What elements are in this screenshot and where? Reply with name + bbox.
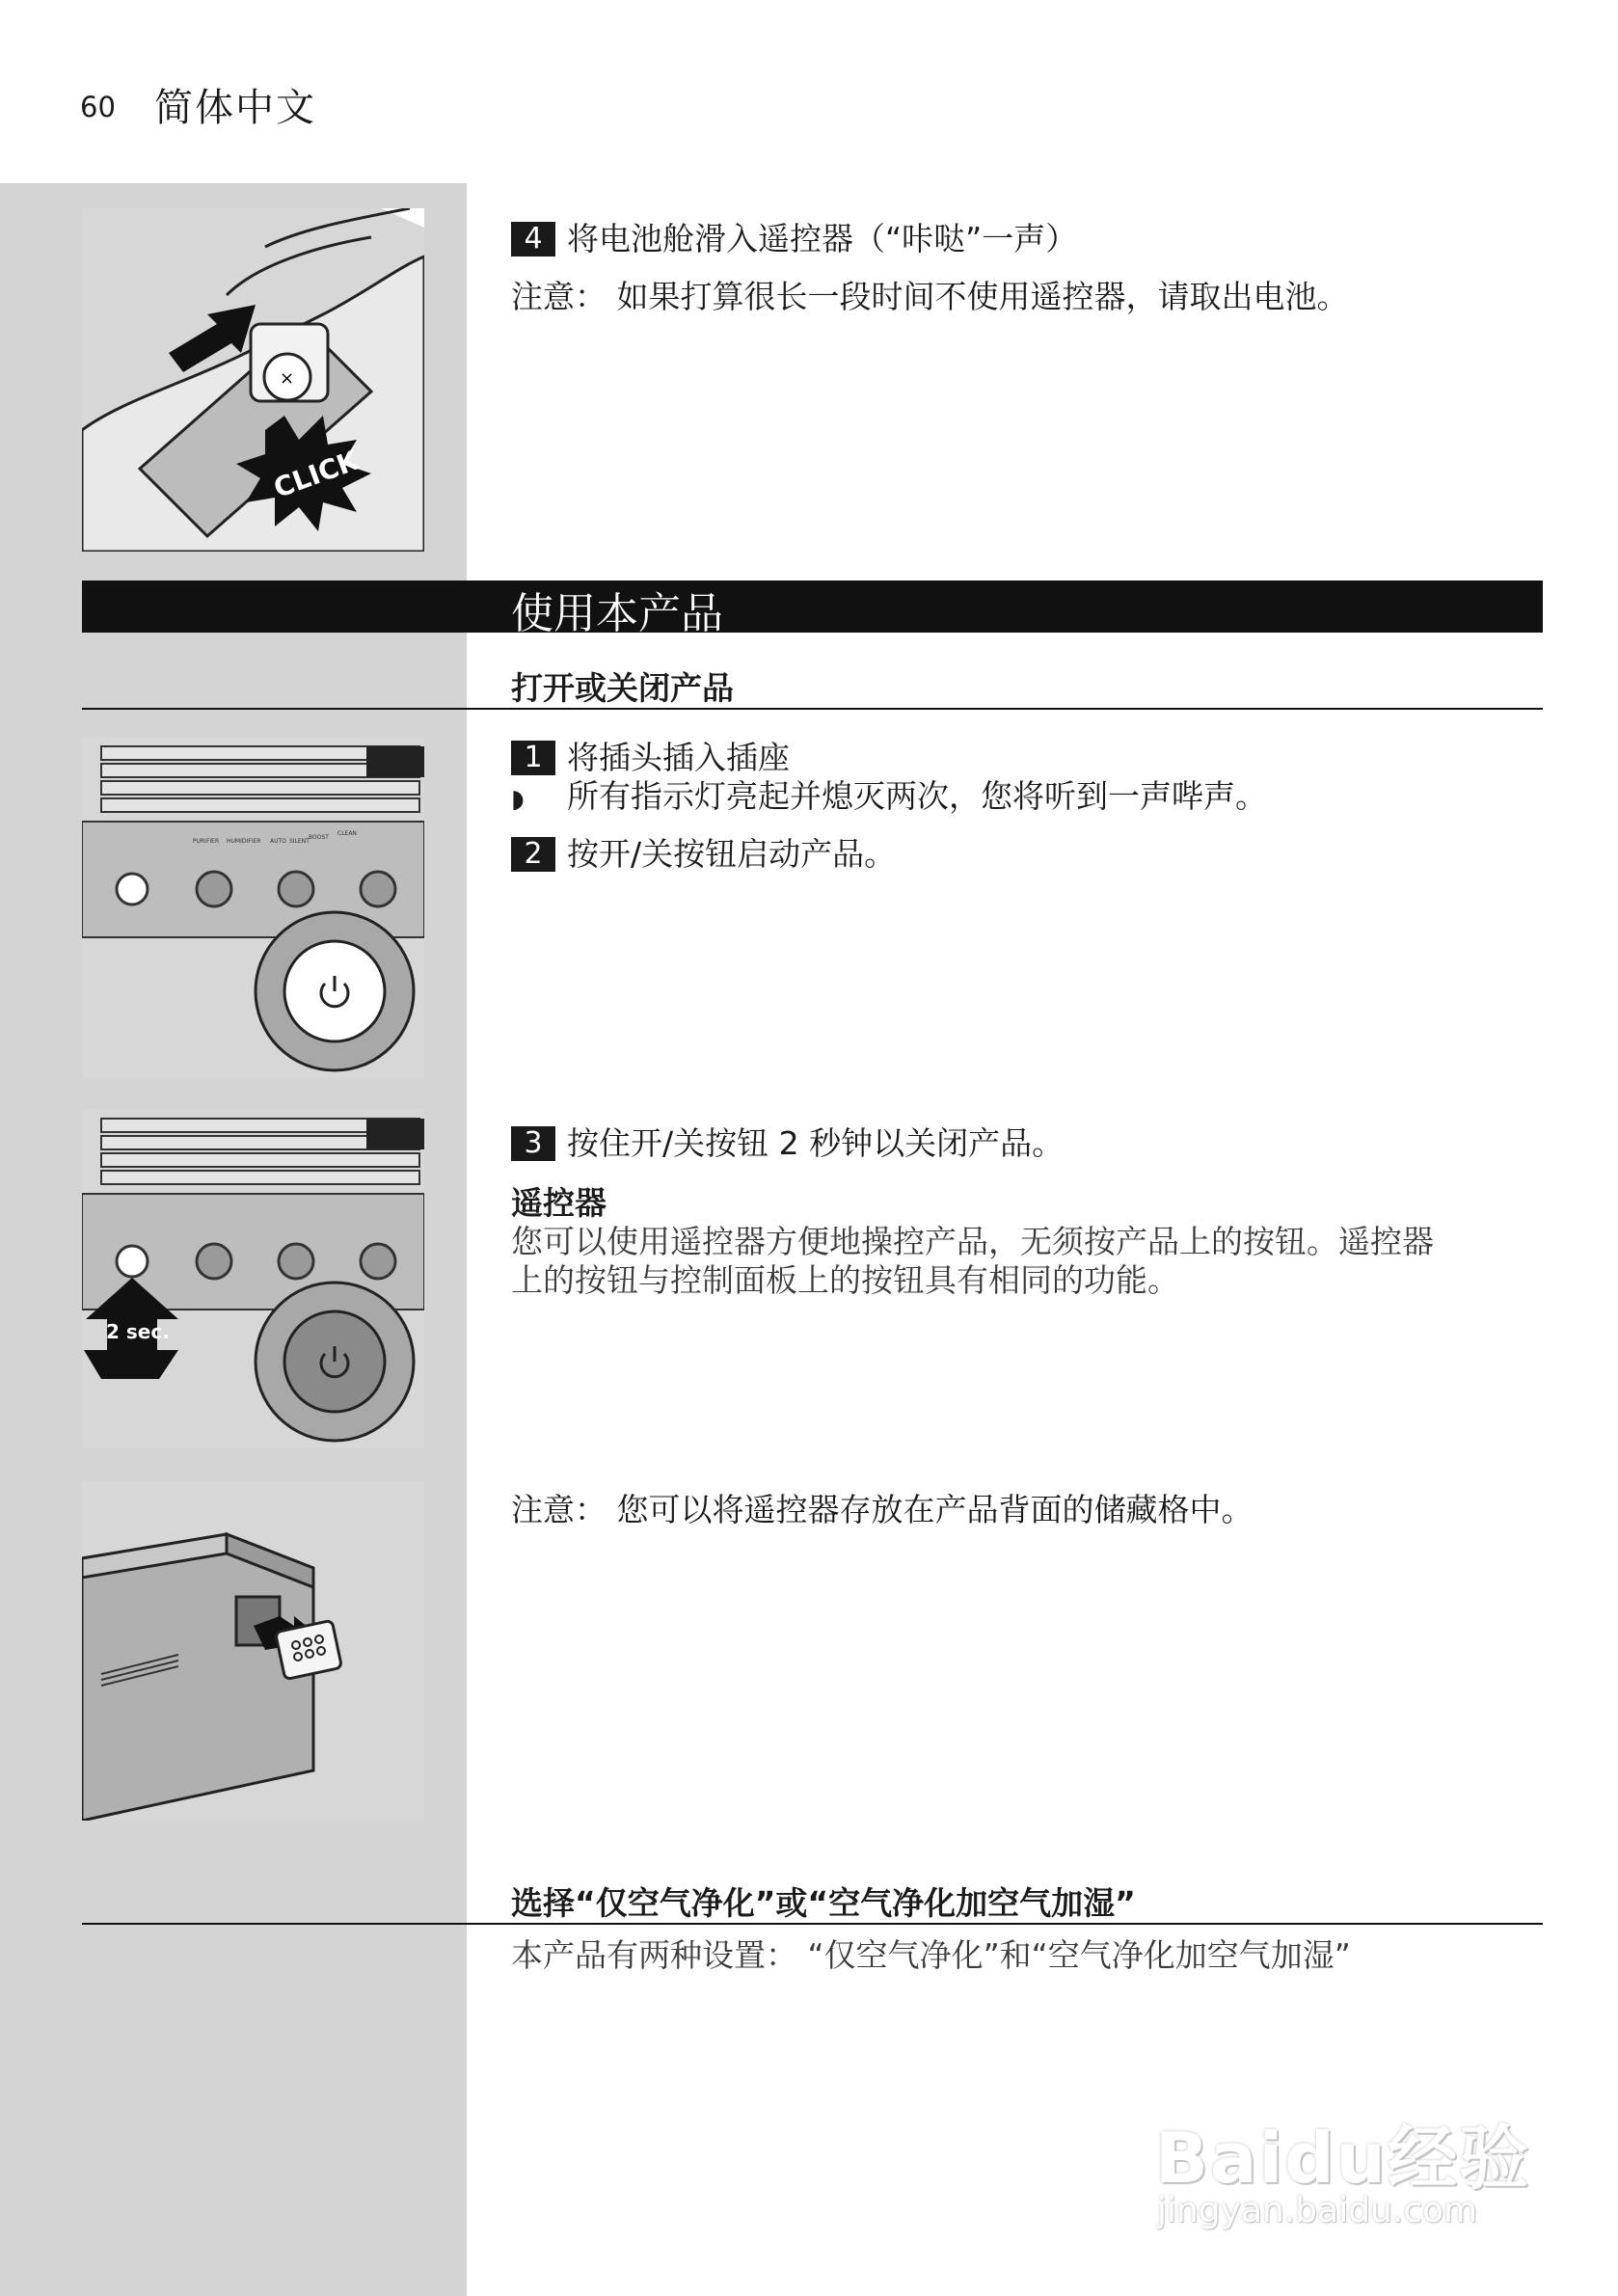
step-4-note: 注意： 如果打算很长一段时间不使用遥控器，请取出电池。 (511, 278, 1349, 315)
hold-label: 2 sec. (106, 1320, 170, 1343)
remote-text-line-1: 您可以使用遥控器方便地操控产品，无须按产品上的按钮。遥控器 (511, 1223, 1434, 1260)
control-panel-illustration-off (82, 1109, 424, 1448)
storage-note: 注意： 您可以将遥控器存放在产品背面的储藏格中。 (511, 1491, 1254, 1528)
subheading-rule-2 (82, 1923, 1543, 1925)
step-2 (511, 835, 896, 874)
remote-text-line-2: 上的按钮与控制面板上的按钮具有相同的功能。 (511, 1261, 1179, 1299)
battery-click-illustration (82, 208, 424, 552)
subheading-select-mode: 选择“仅空气净化”或“空气净化加空气加湿” (511, 1884, 1136, 1922)
step-1-bullet (511, 777, 1267, 819)
svg-text:×: × (280, 368, 295, 389)
step-3 (511, 1124, 1064, 1163)
subheading-on-off: 打开或关闭产品 (511, 669, 734, 707)
modes-text: 本产品有两种设置： “仅空气净化”和“空气净化加空气加湿” (511, 1936, 1351, 1974)
step-3-text: 按住开/关按钮 2 秒钟以关闭产品。 (567, 1124, 1065, 1162)
svg-text:PURIFIER: PURIFIER (193, 838, 220, 845)
click-label: CLICK (269, 444, 364, 504)
control-panel-illustration-on (82, 737, 424, 1078)
subheading-rule (82, 708, 1543, 710)
step-number-4: 4 (511, 222, 555, 257)
svg-text:AUTO: AUTO (270, 838, 286, 845)
svg-text:HUMIDIFIER: HUMIDIFIER (227, 838, 261, 845)
step-4 (511, 220, 1077, 258)
remote-storage-illustration (82, 1481, 424, 1821)
step-4-text: 将电池舱滑入遥控器（“咔哒”一声） (567, 220, 1078, 257)
step-1-text: 将插头插入插座 (567, 739, 790, 776)
step-number-2: 2 (511, 837, 555, 872)
page-number: 60 (80, 91, 116, 123)
section-title: 使用本产品 (511, 589, 723, 638)
step-number-3: 3 (511, 1126, 555, 1161)
svg-text:SILENT: SILENT (289, 838, 310, 845)
step-1-bullet-text: 所有指示灯亮起并熄灭两次，您将听到一声哔声。 (567, 777, 1267, 815)
section-bar (82, 581, 1543, 638)
step-number-1: 1 (511, 741, 555, 775)
svg-text:BOOST: BOOST (309, 834, 329, 841)
bullet-mark: ◗ (511, 785, 525, 814)
watermark-url: jingyan.baidu.com (1157, 2191, 1478, 2230)
svg-text:CLEAN: CLEAN (337, 830, 357, 837)
watermark-brand: Baidu经验 (1155, 2118, 1530, 2199)
step-2-text: 按开/关按钮启动产品。 (567, 835, 897, 873)
step-1 (511, 739, 790, 777)
remote-heading: 遥控器 (511, 1184, 607, 1222)
page-language: 简体中文 (154, 86, 316, 130)
